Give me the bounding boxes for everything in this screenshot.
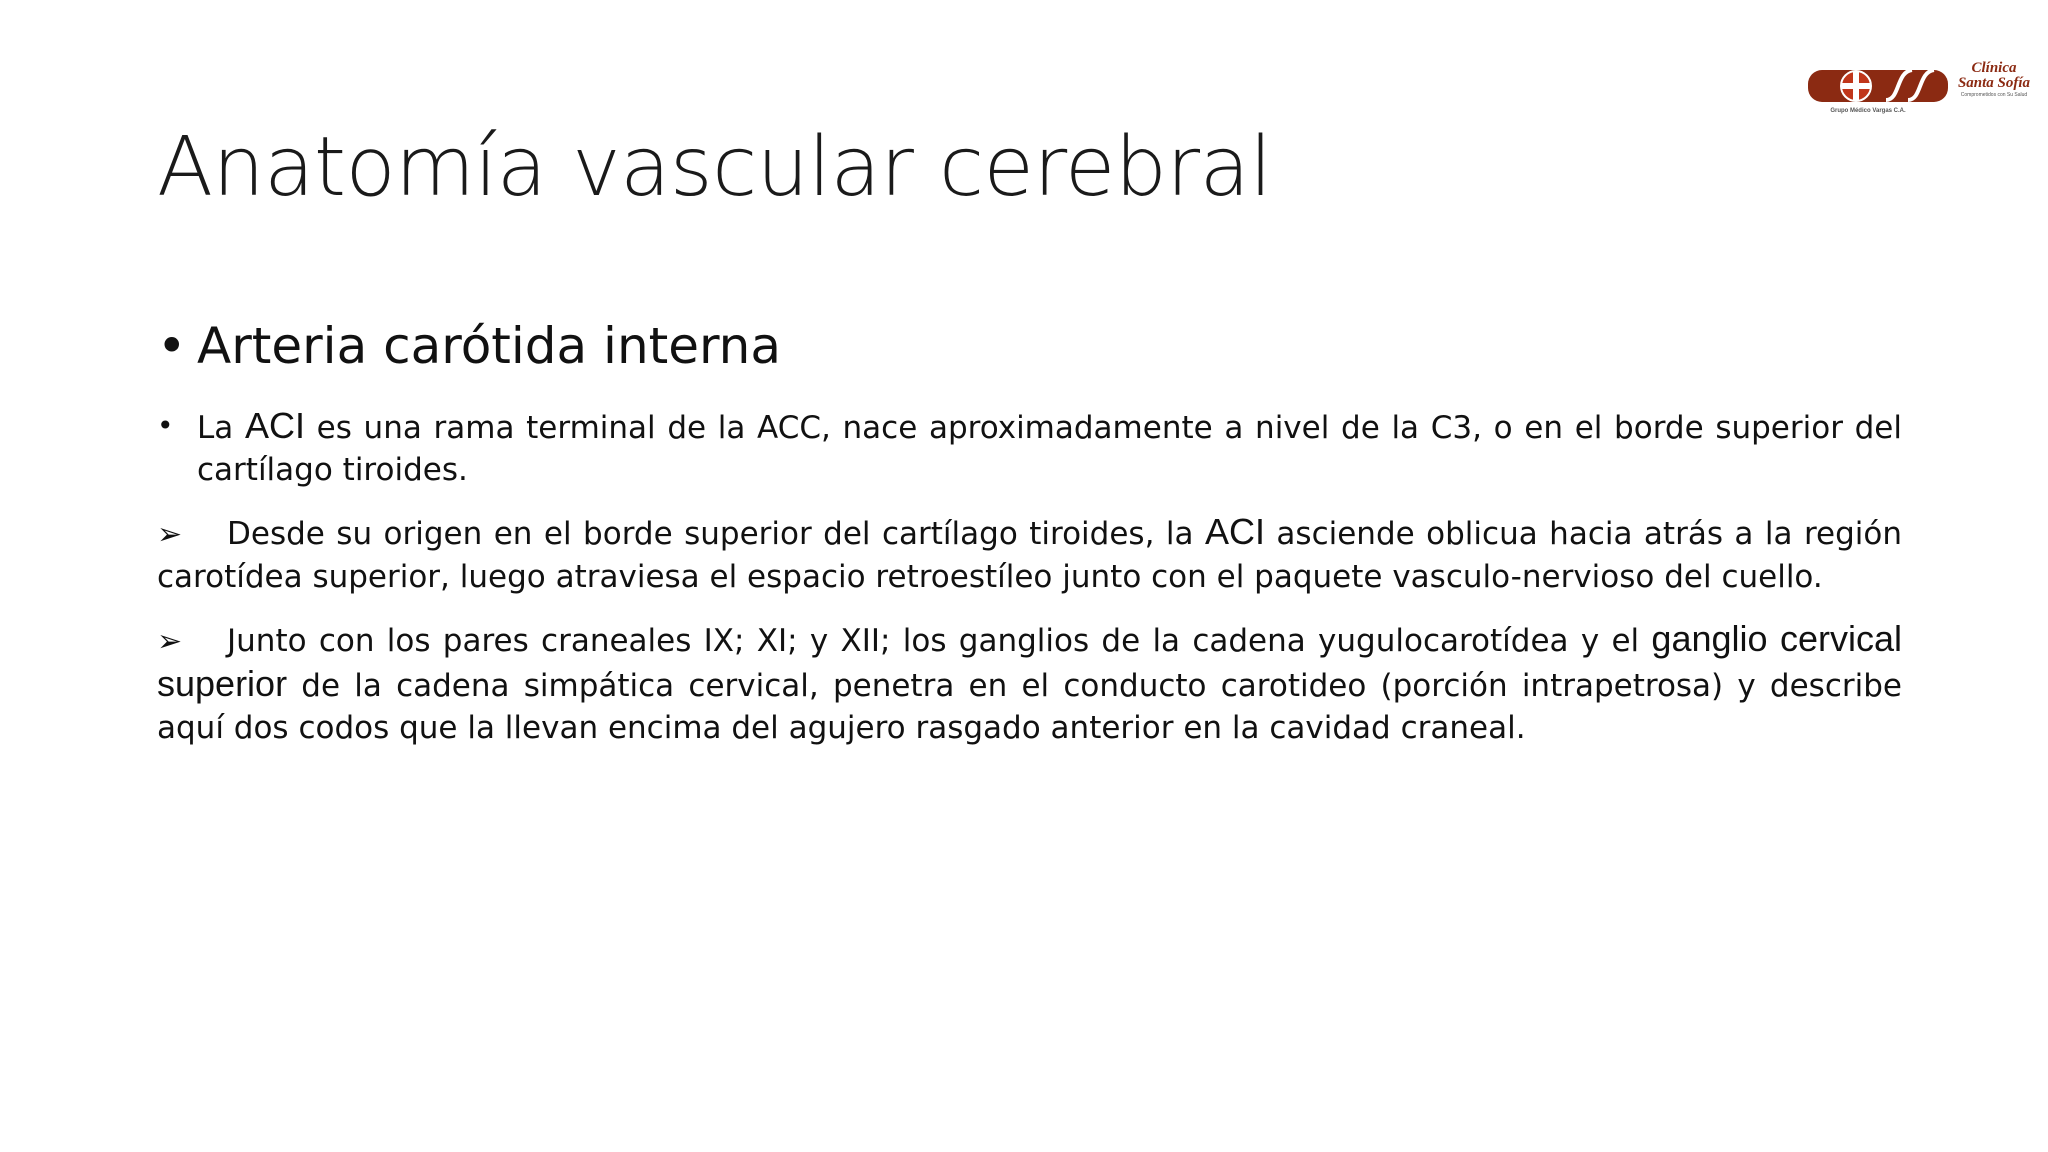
bullet-text: [197, 405, 1902, 491]
logo-name: Clínica: [1971, 60, 2017, 76]
arrow-paragraph: [157, 511, 1902, 598]
text-run: es una rama terminal de la ACC, nace aproximadamente a nivel de la C3, o en el borde superior del cartílago tiroides.: [197, 410, 1902, 488]
logo-cross-v: [1853, 72, 1859, 100]
acronym-aci: ACI: [244, 405, 305, 446]
acronym-aci: ACI: [1204, 511, 1265, 552]
text-run: de la cadena simpática cervical, penetra en el conducto carotideo (porción intrapetrosa) y describe aquí dos codos que la llevan encima del agujero rasgado anterior en la cavidad craneal.: [157, 668, 1902, 746]
bullet-item: [157, 405, 1902, 491]
text-run: asciende oblicua hacia atrás a la región carotídea superior, luego atraviesa el espacio retroestíleo junto con el paquete vasculo-nervioso del cuello.: [157, 516, 1902, 595]
bullet-dot: •: [157, 317, 187, 375]
arrow-bullet-icon: ➢: [157, 624, 183, 659]
text-run: La: [197, 410, 245, 446]
slide-body: [157, 315, 1902, 769]
logo-tagline: Comprometidos con Su Salud: [1960, 92, 2028, 98]
logo-name-line2: Santa Sofía: [1957, 75, 2031, 91]
bullet-dot: •: [157, 409, 174, 442]
logo-group: Grupo Médico Vargas C.A.: [1830, 108, 1906, 114]
arrow-paragraph: [157, 618, 1902, 749]
arrow-bullet-icon: ➢: [157, 517, 183, 552]
text-run: Junto con los pares craneales IX; XI; y XII; los ganglios de la cadena yugulocarotídea y el: [227, 623, 1652, 659]
main-bullet: [157, 315, 1902, 377]
section-heading: Arteria carótida interna: [197, 317, 782, 375]
text-run: Desde su origen en el borde superior del cartílago tiroides, la: [227, 516, 1205, 552]
slide-title: Anatomía vascular cerebral: [157, 120, 1272, 215]
clinic-logo: [1808, 60, 2040, 116]
ganglion-term: ganglio cervical superior: [157, 618, 1902, 704]
